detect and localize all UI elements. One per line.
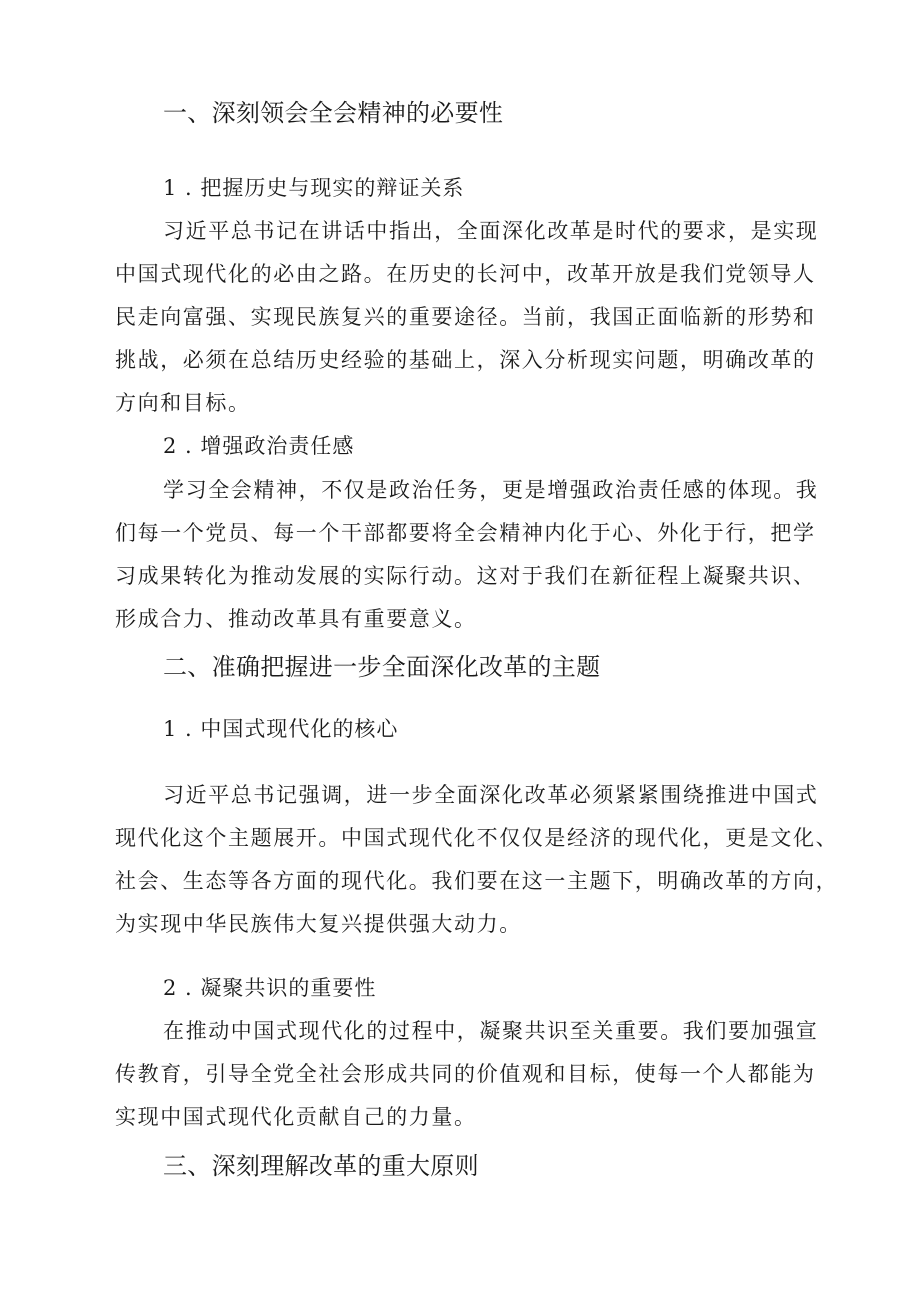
paragraph-line: 们每一个党员、每一个干部都要将全会精神内化于心、外化于行，把学	[115, 521, 816, 545]
paragraph-line: 现代化这个主题展开。中国式现代化不仅仅是经济的现代化，更是文化、	[115, 826, 839, 850]
section-3-heading: 三、深刻理解改革的重大原则	[163, 1152, 479, 1180]
paragraph-line: 在推动中国式现代化的过程中，凝聚共识至关重要。我们要加强宣	[163, 1019, 819, 1043]
section-2-heading: 二、准确把握进一步全面深化改革的主题	[163, 653, 601, 681]
paragraph-line: 中国式现代化的必由之路。在历史的长河中，改革开放是我们党领导人	[115, 262, 816, 286]
paragraph-line: 社会、生态等各方面的现代化。我们要在这一主题下，明确改革的方向，	[115, 869, 839, 893]
section-1-sub-2-title: 2 . 增强政治责任感	[163, 434, 355, 458]
paragraph-line: 挑战，必须在总结历史经验的基础上，深入分析现实问题，明确改革的	[115, 348, 816, 372]
section-1-sub-2-paragraph	[115, 469, 833, 641]
section-2-sub-1-paragraph	[115, 774, 839, 946]
section-1-sub-1-paragraph	[115, 210, 833, 425]
paragraph-line: 为实现中华民族伟大复兴提供强大动力。	[115, 912, 522, 936]
paragraph-line: 民走向富强、实现民族复兴的重要途径。当前，我国正面临新的形势和	[115, 305, 816, 329]
paragraph-line: 习近平总书记强调，进一步全面深化改革必须紧紧围绕推进中国式	[163, 783, 819, 807]
paragraph-line: 学习全会精神，不仅是政治任务，更是增强政治责任感的体现。我	[163, 478, 819, 502]
section-2-sub-1-title: 1 . 中国式现代化的核心	[163, 717, 399, 741]
paragraph-line: 习成果转化为推动发展的实际行动。这对于我们在新征程上凝聚共识、	[115, 564, 816, 588]
section-2-sub-2-paragraph	[115, 1010, 833, 1139]
section-2-sub-2-title: 2 . 凝聚共识的重要性	[163, 976, 377, 1000]
paragraph-line: 方向和目标。	[115, 391, 251, 415]
paragraph-line: 实现中国式现代化贡献自己的力量。	[115, 1105, 477, 1129]
paragraph-line: 传教育，引导全党全社会形成共同的价值观和目标，使每一个人都能为	[115, 1062, 816, 1086]
paragraph-line: 形成合力、推动改革具有重要意义。	[115, 607, 477, 631]
section-1-heading: 一、深刻领会全会精神的必要性	[163, 99, 504, 127]
section-1-sub-1-title: 1 . 把握历史与现实的辩证关系	[163, 176, 465, 200]
paragraph-line: 习近平总书记在讲话中指出，全面深化改革是时代的要求，是实现	[163, 219, 819, 243]
